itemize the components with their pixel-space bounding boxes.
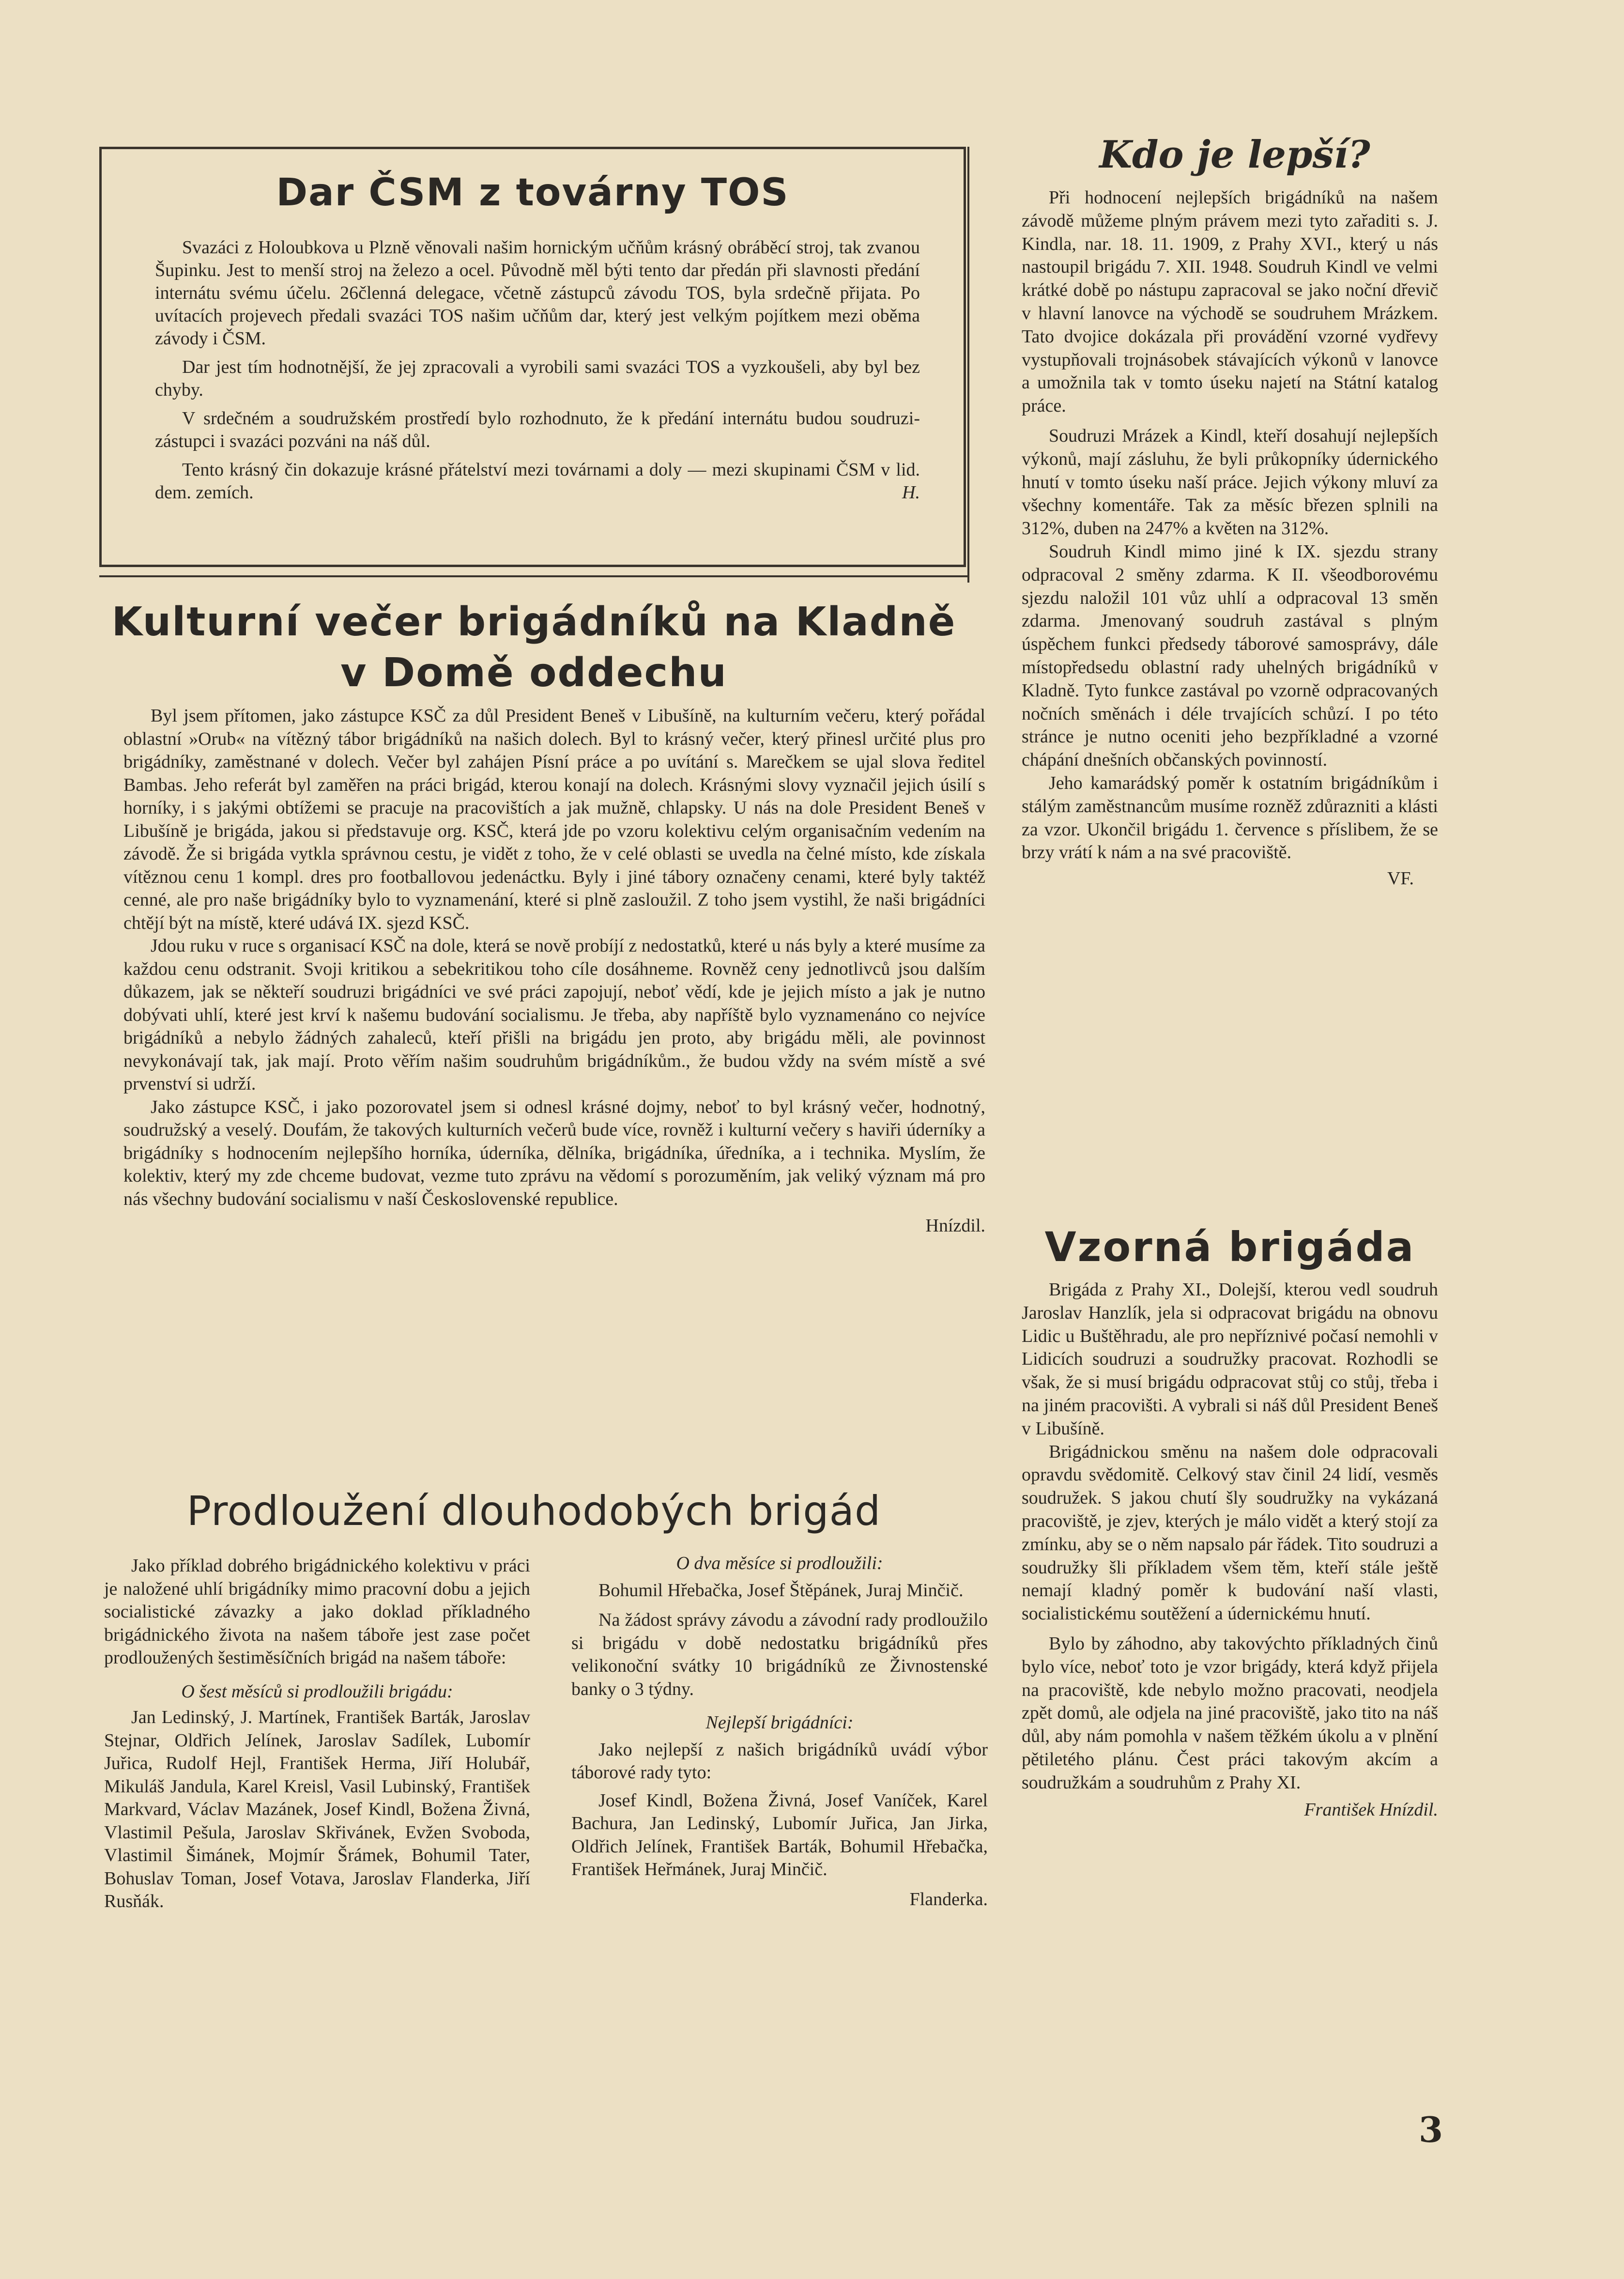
article-vzorna-body — [1022, 1278, 1438, 1821]
article-tos-body — [155, 236, 920, 504]
article-kulturni-paragraph: Jako zástupce KSČ, i jako pozorovatel jsem si odnesl krásné dojmy, neboť to byl krásný večer, hodnotný, soudružský a veselý. Doufám, že takových kulturních večerů bude více, rovněž i kulturní večery s haviři úderníky a brigádníky s hodnocením nejlepšího horníka, úderníka, dělníka, brigádníka, úředníka, a i technika. Myslím, že kolektiv, který my zde chceme budovat, vezme tuto zprávu na vědomí s porozuměním, jak veliký význam má pro nás všechny budování socialismu v naší Československé republice. — [123, 1096, 985, 1209]
article-vzorna-title: Vzorná brigáda — [1044, 1223, 1415, 1271]
article-tos-paragraph: Tento krásný čin dokazuje krásné přátelství mezi továrnami a doly — mezi skupinami ČSM v lid. dem. zemích. — [155, 460, 920, 503]
article-kdo-paragraph: Soudruh Kindl mimo jiné k IX. sjezdu strany odpracoval 2 směny zdarma. K II. všeodborovému sjezdu naložil 101 vůz uhlí a odpracoval 13 směn zdarma. Jmenovaný soudruh zastával s plným úspěchem funkci předsedy táborové samosprávy, dále místopředsedu oblastní rady uhelných brigádníků v Kladně. Tyto funkce zastával po vzorně odpracovaných nočních směnách i déle trvajících schůzí. I po této stránce je nutno oceniti jeho bezpříkladné a vzorné chápání dnešních občanských povinností. — [1022, 541, 1438, 770]
article-tos-paragraph: V srdečném a soudružském prostředí bylo rozhodnuto, že k předání internátu budou soudruzi-zástupci i svazáci pozváni na náš důl. — [155, 408, 920, 451]
article-kulturni-body — [123, 705, 985, 1238]
article-kulturni-paragraph: Jdou ruku v ruce s organisací KSČ na dole, která se nově probíjí z nedostatků, které u nás byly a které musíme za každou cenu odstranit. Svoji kritikou a sebekritikou toho cíle dosáhneme. Rovněž ceny jednotlivců jsou dalším důkazem, jak se někteří soudruzi brigádníci ve své práci zapojují, neboť vědí, kde je jejich místo a jak je nutno dobývati uhlí, které jest krví k našemu budování socialismu. Je třeba, aby napříště bylo vyznamenáno co nejvíce brigádníků a nebylo žádných zahaleců, kteří přišli na brigádu jen proto, aby brigádu měli, ale povinnost nevykonávají tak, jak mají. Proto věřím našim soudruhům brigádníkům., že budou vždy na svém místě a své prvenství si udrží. — [123, 936, 985, 1094]
best-brigadiers-heading: Nejlepší brigádníci: — [705, 1712, 854, 1733]
best-brigadiers-names: Josef Kindl, Božena Živná, Josef Vaníček, Karel Bachura, Jan Ledinský, Lubomír Juřica, Jan Jirka, Oldřich Jelínek, František Barták, Bohumil Hřebačka, František Heřmánek, Juraj Minčič. — [571, 1790, 988, 1879]
article-tos-paragraph: Svazáci z Holoubkova u Plzně věnovali našim hornickým učňům krásný obráběcí stroj, tak zvanou Šupinku. Jest to menší stroj na železo a ocel. Původně měl býti tento dar předán při slavnosti předání internátu svému účelu. 26členná delegace, včetně zástupců závodu TOS, byla srdečně přijata. Po uvítacích projevech předali svazáci TOS našim učňům dar, který jest velkým pojítkem mezi oběma závody i ČSM. — [155, 237, 920, 349]
article-prodlouzeni-intro: Jako příklad dobrého brigádnického kolektivu v práci je naložené uhlí brigádníky mimo pracovní dobu a jejich socialistické závazky a jako doklad příkladného brigádnického života na našem táboře jest zase počet prodloužených šestiměsíčních brigád na našem táboře: — [104, 1555, 530, 1668]
article-tos-paragraph: Dar jest tím hodnotnější, že jej zpracovali a vyrobili sami svazáci TOS a vyzkoušeli, aby byl bez chyby. — [155, 357, 920, 400]
article-kdo-paragraph: Při hodnocení nejlepších brigádníků na našem závodě můžeme plným právem mezi tyto zařaditi s. J. Kindla, nar. 18. 11. 1909, z Prahy XVI., který u nás nastoupil brigádu 7. XII. 1948. Soudruh Kindl ve velmi krátké době po nástupu zapracoval se jako noční dřevič v hlavní lanovce na východě se soudruhem Mrázkem. Tato dvojice dokázala při provádění vzorné vydřevy vystupňovali trojnásobek stávajících výkonů v lanovce a umožnila tak v tomto úseku najetí na Státní katalog práce. — [1022, 187, 1438, 416]
article-prodlouzeni-right-column — [571, 1552, 988, 1911]
article-prodlouzeni-signature: Flanderka. — [909, 1889, 988, 1909]
article-kdo-body — [1022, 186, 1438, 891]
best-brigadiers-intro: Jako nejlepší z našich brigádníků uvádí výbor táborové rady tyto: — [571, 1739, 988, 1783]
two-months-names: Bohumil Hřebačka, Josef Štěpánek, Juraj Minčič. — [598, 1580, 964, 1601]
article-vzorna-paragraph: Bylo by záhodno, aby takovýchto příkladných činů bylo více, neboť toto je vzor brigády, která když přijela na pracoviště, kde nebylo možno pracovati, neodjela zpět domů, ale odjela na jiné pracoviště, jako tito na náš důl, aby nám pomohla v našem těžkém úkolu a v plnění pětiletého plánu. Čest práci takovým akcím a soudružkám a soudruhům z Prahy XI. — [1022, 1633, 1438, 1793]
article-kulturni-title-line2: v Domě oddechu — [340, 650, 727, 696]
article-kdo-signature: VF. — [1387, 868, 1414, 889]
six-months-names: Jan Ledinský, J. Martínek, František Barták, Jaroslav Stejnar, Oldřich Jelínek, Jaroslav Sadílek, Lubomír Juřica, Rudolf Hejl, František Herma, Jiří Holubář, Mikuláš Jandula, Karel Kreisl, Vasil Lubinský, František Markvard, Václav Mazánek, Josef Kindl, Božena Živná, Vlastimil Pešula, Jaroslav Skřivánek, Evžen Svoboda, Vlastimil Šimánek, Mojmír Šrámek, Bohumil Tater, Bohuslav Toman, Josef Votava, Jaroslav Flanderka, Jiří Rusňák. — [104, 1707, 530, 1911]
horizontal-divider — [99, 575, 969, 577]
article-vzorna-paragraph: Brigádnickou směnu na našem dole odpracovali opravdu svědomitě. Celkový stav činil 24 lidí, vesměs soudružek. S jakou chutí šly soudružky na vykázaná pracoviště, je zjev, kterých je málo vidět a který stojí za zmínku, aby se o něm napsalo pár řádek. Tito soudruzi a soudružky šli příkladem všem těm, kteří stále ještě nemají kladný poměr k budování naší vlasti, socialistickému soutěžení a údernickému hnutí. — [1022, 1441, 1438, 1624]
article-kdo-paragraph: Soudruzi Mrázek a Kindl, kteří dosahují nejlepších výkonů, mají zásluhu, že byli průkopníky údernického hnutí v tomto úseku naší práce. Jejich výkony mluví za všechny komentáře. Tak za měsíc březen splnili na 312%, duben na 247% a květen na 312%. — [1022, 425, 1438, 539]
page-number: 3 — [1419, 2109, 1443, 2150]
article-prodlouzeni-left-column — [104, 1555, 530, 1913]
article-vzorna-signature: František Hnízdil. — [1304, 1799, 1438, 1820]
article-kulturni-signature: Hnízdil. — [925, 1216, 985, 1236]
article-kdo-paragraph: Jeho kamarádský poměr k ostatním brigádníkům i stálým zaměstnancům musíme rozněž zdůrazniti a klásti za vzor. Ukončil brigádu 1. července s příslibem, že se brzy vrátí k nám a na své pracoviště. — [1022, 772, 1438, 863]
article-vzorna-paragraph: Brigáda z Prahy XI., Dolejší, kterou vedl soudruh Jaroslav Hanzlík, jela si odpracovat brigádu na obnovu Lidic u Buštěhradu, ale pro nepříznivé počasí nemohli v Lidicích soudruzi a soudružky pracovat. Rozhodli se však, že si musí brigádu odpracovat stůj co stůj, třeba i na jiném pracovišti. A vybrali si náš důl President Beneš v Libušíně. — [1022, 1279, 1438, 1439]
article-tos-box — [99, 147, 966, 567]
article-kulturni-title-line1: Kulturní večer brigádníků na Kladně — [111, 599, 956, 645]
two-months-heading: O dva měsíce si prodloužili: — [676, 1553, 883, 1573]
article-kulturni-paragraph: Byl jsem přítomen, jako zástupce KSČ za důl President Beneš v Libušíně, na kulturním večeru, který pořádal oblastní »Orub« na vítězný tábor brigádníků na našich dolech. Byl to krásný večer, který přinesl určité plus pro brigádníky, zaměstnané v dolech. Večer byl zahájen Písní práce a po uvítání s. Marečkem se ujal slova ředitel Bambas. Jeho referát byl zaměřen na práci brigád, kterou konají na dolech. Krásnými slovy vyznačil jejich úsilí s horníky, i s jakými obtížemi se pracuje na pracovištích a jak mužně, chlapsky. U nás na dole President Beneš v Libušíně je brigáda, jakou si představuje org. KSČ, která jde po vzoru kolektivu celým organisačním vedením na závodě. Že si brigáda vytkla správnou cestu, je vidět z toho, že v celé oblasti se uvedla na čelné místo, kde získala vítěznou cenu 1 kompl. dres pro footballovou jedenáctku. Byly i jiné tábory označeny cenami, které byly taktéž cenné, ale pro naše brigádníky bylo to vyznamenání, které si plně zasloužil. Z toho jsem vystihl, že naši brigádníci chtějí být na místě, které udává IX. sjezd KSČ. — [123, 706, 985, 933]
article-prodlouzeni-title: Prodloužení dlouhodobých brigád — [186, 1487, 881, 1535]
article-kdo-title: Kdo je lepší? — [1099, 133, 1370, 177]
article-tos-signature: H. — [902, 482, 920, 503]
request-paragraph: Na žádost správy závodu a závodní rady prodloužilo si brigádu v době nedostatku brigádníků přes velikonoční svátky 10 brigádníků ze Živnostenské banky o 3 týdny. — [571, 1610, 988, 1699]
column-divider — [967, 147, 969, 583]
article-tos-title: Dar ČSM z továrny TOS — [276, 171, 789, 215]
six-months-heading: O šest měsíců si prodloužili brigádu: — [181, 1681, 453, 1702]
